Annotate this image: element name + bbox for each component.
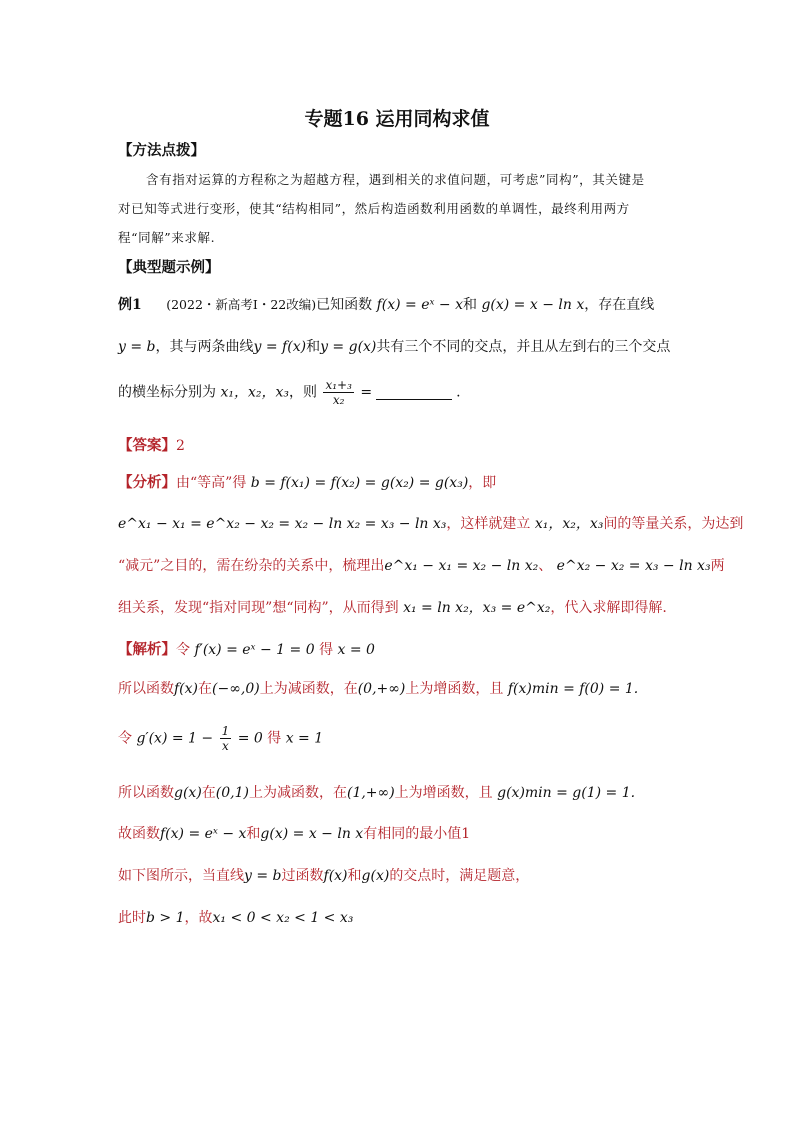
analysis-line-2 <box>118 513 743 533</box>
analysis-text: “减元”之目的，需在纷杂的关系中，梳理出 <box>118 558 385 574</box>
example-text: 共有三个不同的交点，并且从左到右的三个交点 <box>376 339 671 355</box>
ratio-fraction <box>323 378 353 407</box>
solution-text: 所以函数 <box>118 785 174 801</box>
curve-g: y = g(x) <box>320 339 377 355</box>
example-text: 和 <box>306 339 321 355</box>
math-expression: (−∞,0) <box>212 681 260 697</box>
math-expression: f(x) = eˣ − x <box>160 826 247 842</box>
math-expression: b > 1 <box>146 910 185 926</box>
g-derivative: g′(x) = 1 − <box>136 730 214 747</box>
f-definition: f(x) = eˣ − x <box>376 297 463 313</box>
solution-text: 在 <box>201 785 216 801</box>
math-expression: g(x) <box>361 868 390 884</box>
example-line-2 <box>118 336 670 356</box>
analysis-line-1 <box>118 471 496 492</box>
solution-text: 过函数 <box>281 868 324 884</box>
g-definition: g(x) = x − ln x <box>481 297 585 313</box>
method-line-2: 对已知等式进行变形，使其“结构相同”，然后构造函数利用函数的单调性，最终利用两方 <box>118 201 630 216</box>
f-minimum: f(x)min = f(0) = 1. <box>507 681 639 697</box>
example-line-3: 的横坐标分别为 x₁，x₂，x₃，则 $\frac{\text{x₁+₃}}{\text{x₂}}$ = . <box>118 378 461 407</box>
fraction-denominator: x <box>222 739 229 753</box>
answer-blank <box>376 399 452 400</box>
solution-line-4 <box>118 782 635 802</box>
root-list: x₁，x₂，x₃ <box>220 384 289 401</box>
fraction-numerator: 1 <box>221 724 230 738</box>
answer-line <box>118 434 185 455</box>
math-expression: g(x) <box>174 785 202 801</box>
math-expression: f(x) <box>323 868 348 884</box>
answer-value: 2 <box>176 438 185 454</box>
math-expression: g(x) = x − ln x <box>260 826 364 842</box>
examples-section-heading: 【典型题示例】 <box>118 259 220 276</box>
solution-text: 此时 <box>118 910 146 926</box>
f-critical-point: x = 0 <box>337 642 375 658</box>
fraction-denominator: x₂ <box>332 393 345 407</box>
analysis-text: 由“等高”得 <box>176 475 247 491</box>
analysis-line-4 <box>118 597 667 617</box>
example-source: (2022・新高考Ⅰ・22改编) <box>166 297 317 312</box>
solution-line-2 <box>118 678 638 698</box>
analysis-label: 【分析】 <box>118 474 176 491</box>
math-expression: = 0 <box>237 730 263 747</box>
solution-text: 如下图所示，当直线 <box>118 868 244 884</box>
fraction-numerator: x₁+₃ <box>325 378 352 392</box>
math-expression: (0,+∞) <box>357 681 406 697</box>
solution-text: 上为增函数，且 <box>405 681 504 697</box>
solution-text: 上为减函数，在 <box>259 681 358 697</box>
example-label: 例1 <box>118 297 142 313</box>
example-text: 已知函数 <box>316 297 373 313</box>
g-minimum: g(x)min = g(1) = 1. <box>497 785 636 801</box>
solution-line-1 <box>118 638 375 659</box>
solution-text: 的交点时，满足题意， <box>389 868 530 884</box>
root-ordering: x₁ < 0 < x₂ < 1 < x₃ <box>212 910 354 926</box>
method-line-3: 程“同解”来求解. <box>118 230 216 245</box>
solution-text: ，故 <box>184 910 213 926</box>
solution-text: 和 <box>347 868 362 884</box>
page-title: 专题16 运用同构求值 <box>304 108 490 130</box>
root-list: x₁，x₂，x₃ <box>534 516 604 532</box>
solution-label: 【解析】 <box>118 641 176 658</box>
solution-text: 得 <box>267 730 282 747</box>
method-section-heading: 【方法点拨】 <box>118 142 205 159</box>
solution-line-3 <box>118 724 323 753</box>
solution-text: 得 <box>319 642 334 658</box>
curve-f: y = f(x) <box>253 339 307 355</box>
analysis-text: 间的等量关系，为达到 <box>603 516 744 532</box>
analysis-text: 组关系，发现“指对同现”想“同构”，从而得到 <box>118 600 399 616</box>
solution-text: 令 <box>118 730 132 747</box>
solution-text: 上为减函数，在 <box>248 785 347 801</box>
solution-text: 所以函数 <box>118 681 174 697</box>
line-equation: y = b <box>118 339 156 355</box>
solution-text: 有相同的最小值1 <box>363 826 471 842</box>
example-text: ，则 <box>288 384 317 401</box>
math-expression: y = b <box>244 868 282 884</box>
math-expression: (0,1) <box>215 785 249 801</box>
example-text: 和 <box>463 297 477 313</box>
analysis-line-3 <box>118 555 725 575</box>
solution-line-6 <box>118 865 529 885</box>
relation-1: e^x₁ − x₁ = x₂ − ln x₂ <box>384 558 539 574</box>
analysis-text: ，即 <box>468 475 497 491</box>
solution-text: 故函数 <box>118 826 160 842</box>
math-expression: (1,+∞) <box>346 785 395 801</box>
solution-text: 和 <box>246 826 261 842</box>
analysis-text: 、 <box>538 558 553 574</box>
substitution-result: x₁ = ln x₂，x₃ = e^x₂ <box>403 600 551 616</box>
reciprocal-fraction <box>220 724 232 753</box>
solution-text: 在 <box>198 681 213 697</box>
solution-line-7 <box>118 907 353 927</box>
math-expression: f(x) <box>174 681 199 697</box>
relation-2: e^x₂ − x₂ = x₃ − ln x₃ <box>556 558 711 574</box>
analysis-text: ，代入求解即得解. <box>550 600 667 616</box>
example-text: 的横坐标分别为 <box>118 384 216 401</box>
analysis-text: ，这样就建立 <box>446 516 531 532</box>
solution-text: 令 <box>176 642 190 658</box>
example-line-1 <box>118 294 654 314</box>
equal-height-equation: b = f(x₁) = f(x₂) = g(x₂) = g(x₃) <box>250 475 469 491</box>
analysis-text: 两 <box>710 558 725 574</box>
chain-equation: e^x₁ − x₁ = e^x₂ − x₂ = x₂ − ln x₂ = x₃ − ln x₃ <box>118 516 447 532</box>
solution-text: 上为增函数，且 <box>394 785 493 801</box>
example-text: ，存在直线 <box>584 297 655 313</box>
f-derivative: f′(x) = eˣ − 1 = 0 <box>194 642 315 658</box>
solution-line-5 <box>118 823 470 843</box>
answer-label: 【答案】 <box>118 437 176 454</box>
g-critical-point: x = 1 <box>285 730 324 747</box>
example-text: . <box>456 384 461 401</box>
example-text: ，其与两条曲线 <box>155 339 254 355</box>
method-line-1: 含有指对运算的方程称之为超越方程，遇到相关的求值问题，可考虑”同构”，其关键是 <box>146 172 645 187</box>
